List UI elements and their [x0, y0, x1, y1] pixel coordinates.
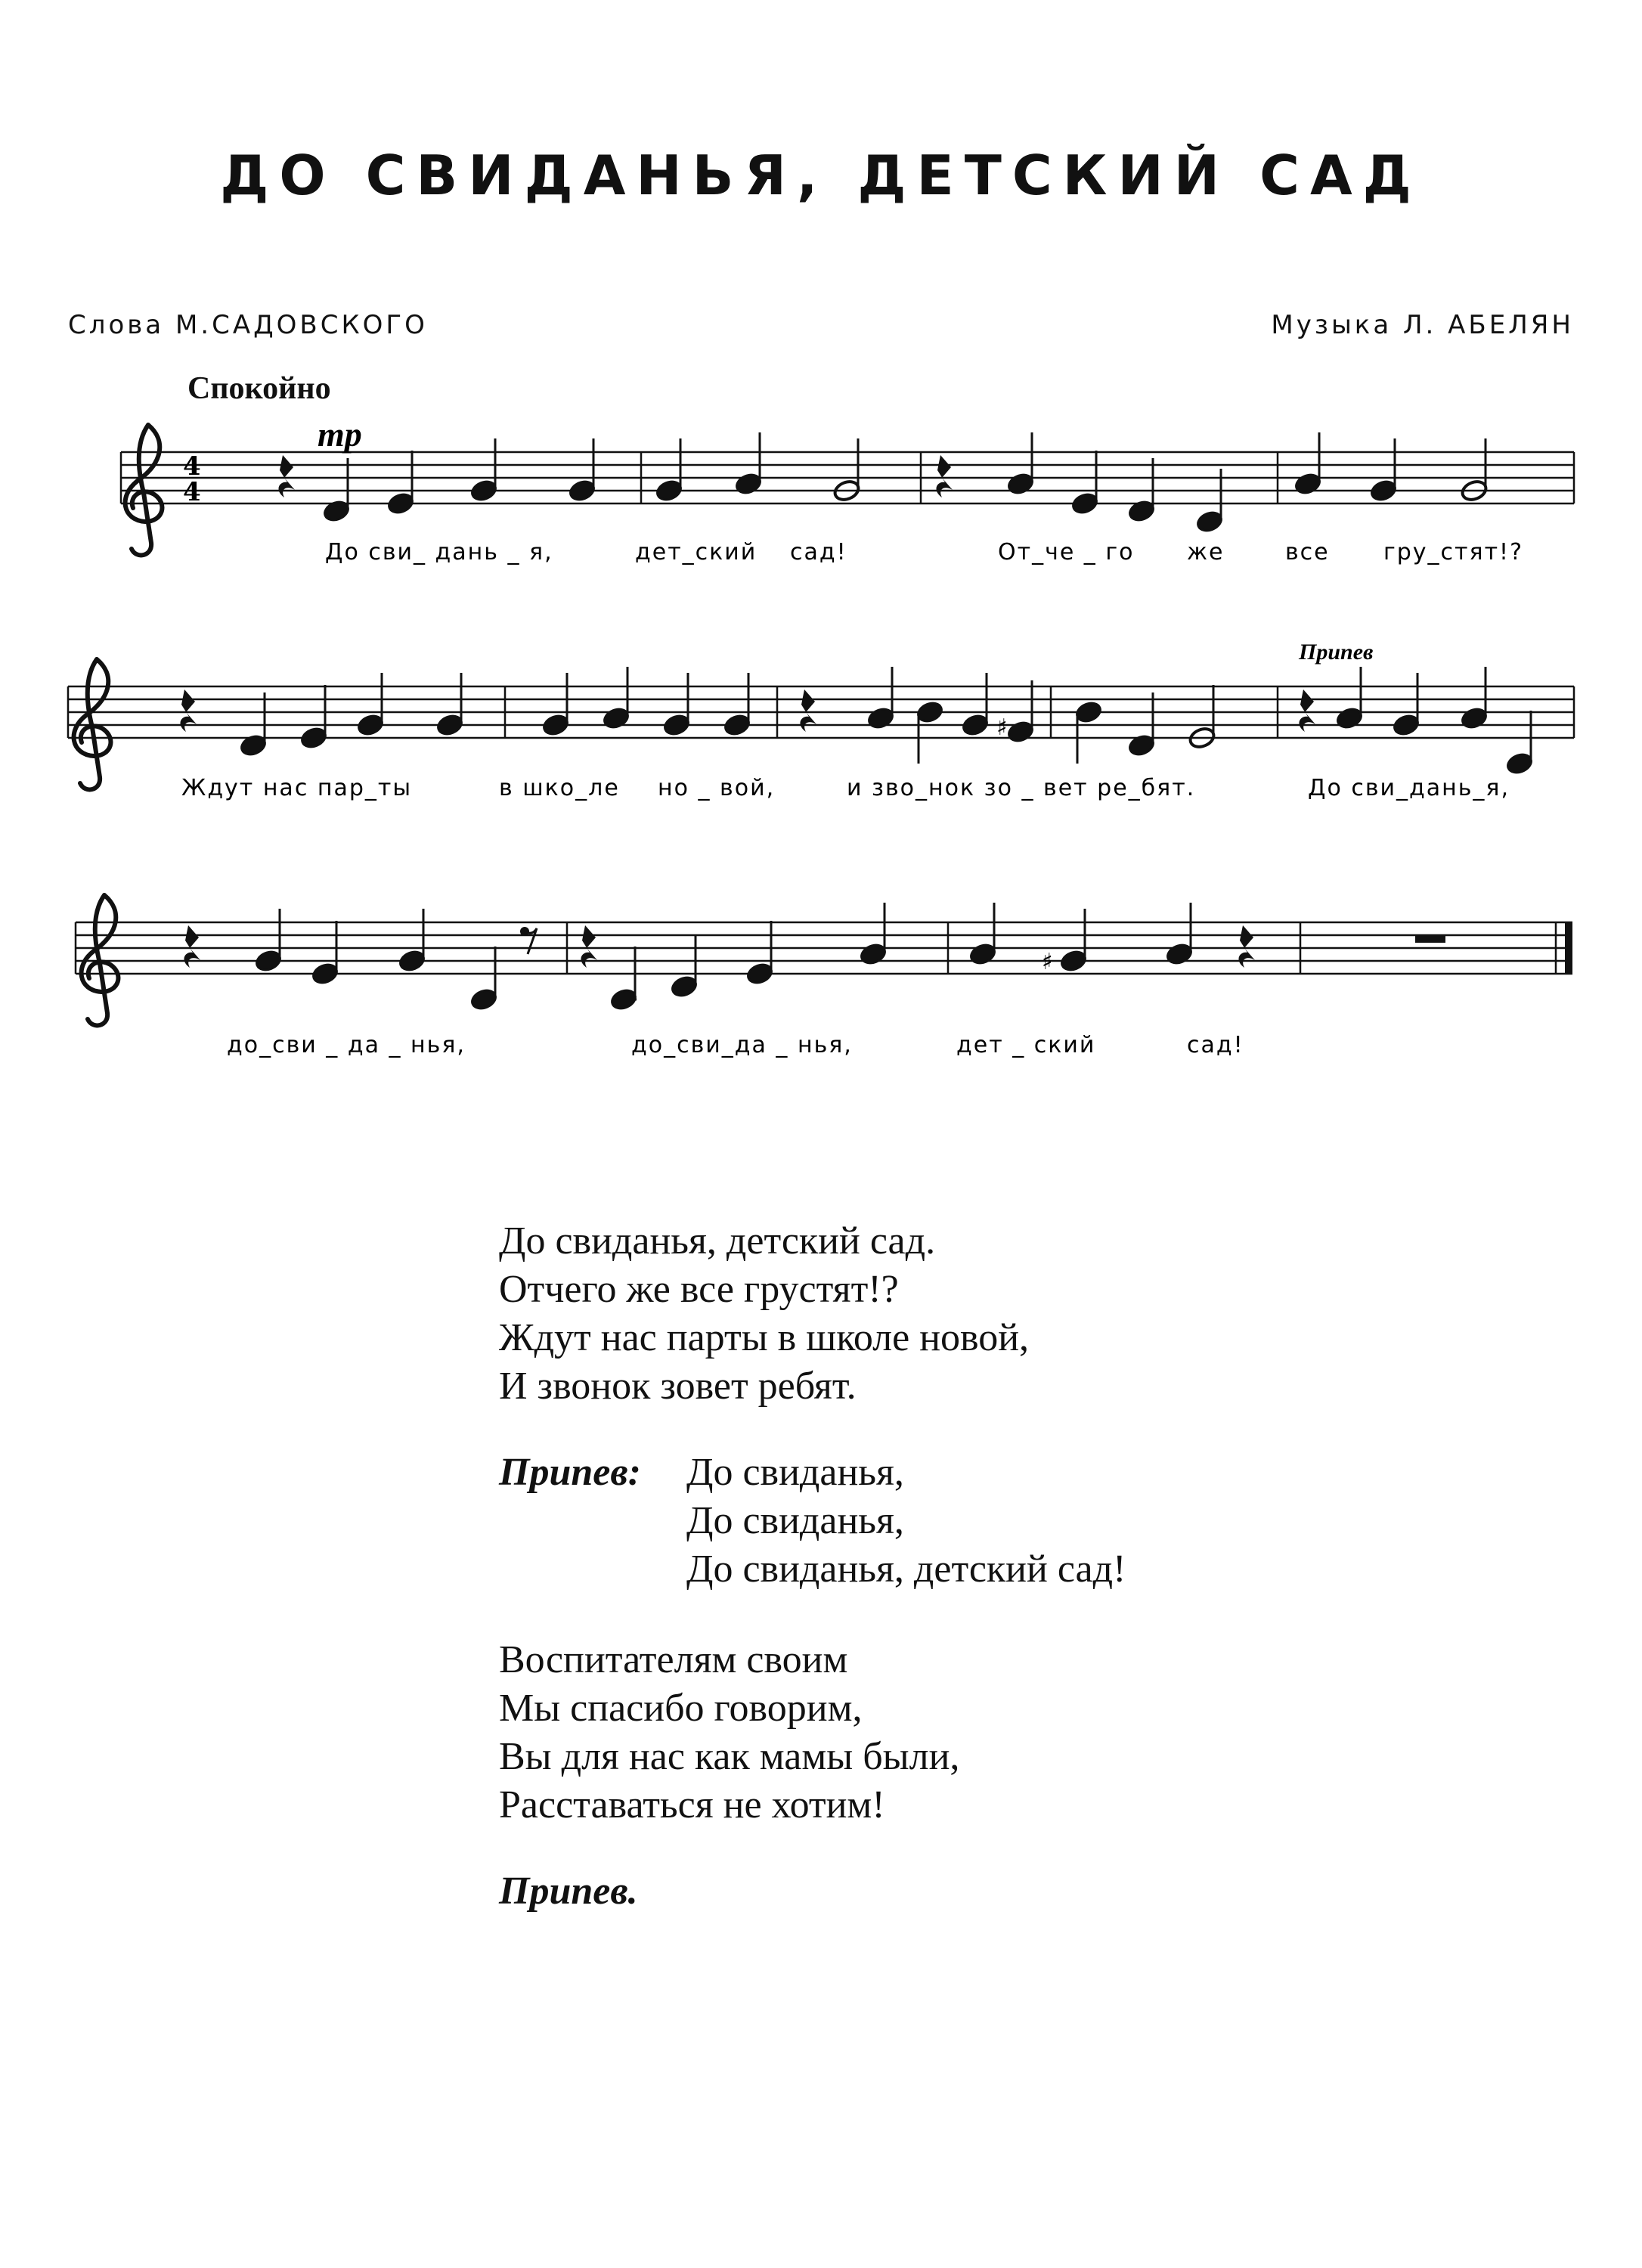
chorus-line-3: До свиданья, детский сад!: [686, 1548, 1126, 1591]
time-signature-bottom: 4: [183, 477, 201, 507]
ornament-marking: mp: [318, 415, 362, 454]
chorus-block: [499, 1448, 1126, 1594]
lyric-2-3: но _ вой,: [658, 775, 776, 801]
chorus-line-2: До свиданья,: [686, 1499, 904, 1542]
lyric-3-2: до_сви_да _ нья,: [631, 1032, 853, 1058]
lyric-1-4: От_че _ го: [998, 539, 1135, 565]
verse-1-line-4: И звонок зовет ребят.: [499, 1365, 857, 1408]
lyric-1-1: До сви_ дань _ я,: [325, 539, 553, 565]
verse-1-line-1: До свиданья, детский сад.: [499, 1219, 936, 1263]
staff-system-1: [121, 415, 1574, 565]
lyric-3-1: до_сви _ да _ нья,: [227, 1032, 466, 1058]
lyric-1-7: гру_стят!?: [1383, 539, 1523, 565]
chorus-rehearsal-mark: Припев: [1299, 640, 1374, 665]
sharp-accidental: ♯: [996, 714, 1008, 741]
verse-1-line-2: Отчего же все грустят!?: [499, 1268, 899, 1311]
chorus-label: Припев:: [499, 1451, 641, 1494]
lyric-3-4: сад!: [1187, 1032, 1244, 1058]
time-signature-top: 4: [183, 451, 201, 482]
lyric-2-4: и зво_нок зо _ вет ре_бят.: [847, 775, 1196, 801]
verse-1-line-3: Ждут нас парты в школе новой,: [499, 1316, 1030, 1359]
verse-2-line-1: Воспитателям своим: [499, 1638, 848, 1681]
lyric-2-2: в шко_ле: [499, 775, 620, 801]
words-credit: Слова М.САДОВСКОГО: [68, 310, 428, 340]
lyric-2-5: До сви_дань_я,: [1308, 775, 1510, 801]
verse-2-line-2: Мы спасибо говорим,: [499, 1687, 863, 1730]
whole-rest: [1415, 935, 1445, 943]
music-credit: Музыка Л. АБЕЛЯН: [1271, 310, 1574, 340]
song-title: ДО СВИДАНЬЯ, ДЕТСКИЙ САД: [220, 144, 1422, 207]
verse-1: [499, 1217, 1126, 1411]
verse-2-line-4: Расставаться не хотим!: [499, 1783, 885, 1826]
sharp-accidental: ♯: [1042, 949, 1053, 975]
chorus-line-1: До свиданья,: [686, 1451, 904, 1494]
lyric-3-3: дет _ ский: [956, 1032, 1096, 1058]
lyric-1-2: дет_ский: [635, 539, 757, 565]
lyric-2-1: Ждут нас пар_ты: [181, 775, 413, 801]
chorus-repeat-label: Припев.: [499, 1870, 638, 1913]
verse-2-line-3: Вы для нас как мамы были,: [499, 1735, 960, 1778]
staff-system-3: [76, 895, 1572, 1058]
song-lyrics: [499, 1217, 1126, 1916]
verse-2: [499, 1636, 1126, 1830]
staff-system-2: [68, 640, 1574, 801]
lyric-1-6: все: [1285, 539, 1330, 565]
tempo-marking: Спокойно: [187, 371, 331, 406]
lyric-1-5: же: [1187, 539, 1225, 565]
lyric-1-3: сад!: [790, 539, 847, 565]
